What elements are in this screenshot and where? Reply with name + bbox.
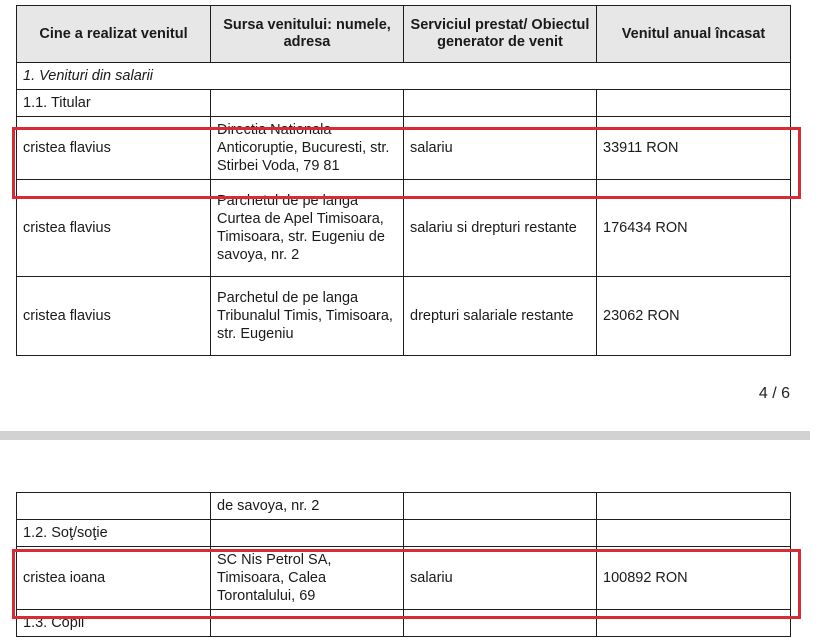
section-title: 1. Venituri din salarii bbox=[17, 63, 791, 90]
header-who: Cine a realizat venitul bbox=[17, 6, 211, 63]
cell-amount: 33911 RON bbox=[597, 117, 791, 180]
cell-amount: 100892 RON bbox=[597, 547, 791, 610]
page-separator bbox=[0, 431, 810, 440]
highlight-box bbox=[12, 549, 801, 619]
cell-amount: 23062 RON bbox=[597, 277, 791, 356]
cell-source-continuation: de savoya, nr. 2 bbox=[211, 493, 404, 520]
subsection-titular: 1.1. Titular bbox=[17, 90, 211, 117]
subsection-sot: 1.2. Soţ/soţie bbox=[17, 520, 211, 547]
cell-source: Parchetul de pe langa Tribunalul Timis, Timisoara, str. Eugeniu bbox=[211, 277, 404, 356]
cell-source: Directia Nationala Anticoruptie, Bucuresti, str. Stirbei Voda, 79 81 bbox=[211, 117, 404, 180]
highlight-box bbox=[12, 127, 801, 199]
subsection-copii: 1.3. Copii bbox=[17, 610, 211, 637]
table-row bbox=[17, 493, 791, 520]
cell-who: cristea ioana bbox=[17, 547, 211, 610]
cell-service: salariu bbox=[404, 117, 597, 180]
subsection-row-titular bbox=[17, 90, 791, 117]
cell-amount: 176434 RON bbox=[597, 180, 791, 277]
cell-service: salariu bbox=[404, 547, 597, 610]
cell-who: cristea flavius bbox=[17, 180, 211, 277]
cell-source: Parchetul de pe langa Curtea de Apel Timisoara, Timisoara, str. Eugeniu de savoya, nr. 2 bbox=[211, 180, 404, 277]
cell-service: salariu si drepturi restante bbox=[404, 180, 597, 277]
header-amount: Venitul anual încasat bbox=[597, 6, 791, 63]
section-row bbox=[17, 63, 791, 90]
subsection-row-sot bbox=[17, 520, 791, 547]
table-header-row bbox=[17, 6, 791, 63]
cell-who: cristea flavius bbox=[17, 277, 211, 356]
header-service: Serviciul prestat/ Obiectul generator de venit bbox=[404, 6, 597, 63]
cell-service: drepturi salariale restante bbox=[404, 277, 597, 356]
header-source: Sursa venitului: numele, adresa bbox=[211, 6, 404, 63]
cell-who: cristea flavius bbox=[17, 117, 211, 180]
cell-source: SC Nis Petrol SA, Timisoara, Calea Torontalului, 69 bbox=[211, 547, 404, 610]
page-indicator: 4 / 6 bbox=[758, 385, 790, 402]
table-row bbox=[17, 277, 791, 356]
